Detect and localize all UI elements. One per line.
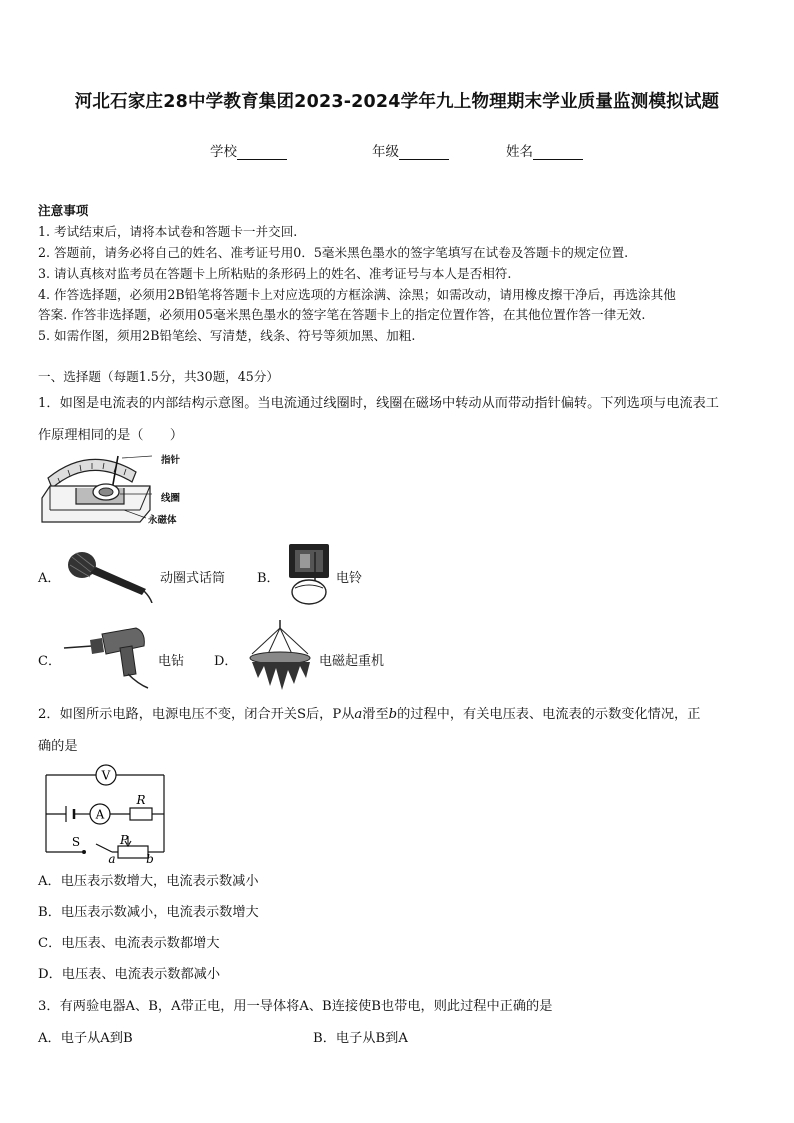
- note-item: 3. 请认真核对监考员在答题卡上所粘贴的条形码上的姓名、准考证号与本人是否相符.: [38, 266, 512, 281]
- school-field[interactable]: [210, 140, 287, 160]
- q3-option-a[interactable]: A．电子从A到B: [38, 1031, 133, 1046]
- page-title: 河北石家庄28中学教育集团2023-2024学年九上物理期末学业质量监测模拟试题: [74, 92, 720, 112]
- q2-stem-line2: 确的是: [38, 739, 78, 754]
- slider-label: P: [119, 833, 129, 847]
- q3-option-b[interactable]: B．电子从B到A: [313, 1031, 408, 1046]
- voltmeter-label: V: [101, 768, 111, 783]
- electric-drill-image: [62, 618, 154, 690]
- q2-stem-part3: 的过程中，有关电压表、电流表的示数变化情况，正: [397, 707, 701, 722]
- q2-stem-part1: 2．如图所示电路，电源电压不变，闭合开关S后，P从: [38, 707, 355, 722]
- q1-stem-line1: 1．如图是电流表的内部结构示意图。当电流通过线圈时，线圈在磁场中转动从而带动指针偏转。下列选项与电流表工: [38, 396, 719, 411]
- q2-stem-line1: [38, 707, 700, 723]
- name-field[interactable]: [506, 140, 583, 160]
- pointer-label: 指针: [161, 455, 181, 466]
- q2-stem-part2: 滑至: [362, 707, 389, 722]
- rheostat-symbol: [118, 846, 148, 858]
- note-item: 答案. 作答非选择题，必须用05毫米黑色墨水的签字笔在答题卡上的指定位置作答，在其他位置作答一律无效.: [38, 307, 646, 322]
- grade-blank[interactable]: [399, 145, 449, 160]
- school-blank[interactable]: [237, 145, 287, 160]
- section-heading: 一、选择题（每题1.5分，共30题，45分）: [38, 369, 279, 384]
- note-item: 1. 考试结束后，请将本试卷和答题卡一并交回.: [38, 224, 298, 239]
- school-label: 学校: [210, 144, 237, 160]
- q1-option-d-letter[interactable]: D．: [214, 654, 238, 669]
- coil-label: 线圈: [161, 493, 181, 504]
- q1-option-a-text[interactable]: 动圈式话筒: [160, 571, 226, 586]
- q1-option-d-text[interactable]: 电磁起重机: [319, 654, 385, 669]
- q2-option-b[interactable]: B．电压表示数减小，电流表示数增大: [38, 905, 259, 920]
- electric-bell-image: [285, 542, 335, 608]
- resistor-symbol: [130, 808, 152, 820]
- end-a-label: a: [108, 852, 116, 866]
- ammeter-structure-figure: [40, 448, 160, 530]
- q2-option-d[interactable]: D．电压表、电流表示数都减小: [38, 967, 221, 982]
- microphone-image: [60, 545, 155, 603]
- q1-option-b-text[interactable]: 电铃: [336, 571, 363, 586]
- q2-option-a[interactable]: A．电压表示数增大，电流表示数减小: [38, 874, 259, 889]
- end-b-label: b: [146, 852, 154, 866]
- name-blank[interactable]: [533, 145, 583, 160]
- q1-option-a-letter[interactable]: A．: [38, 571, 61, 586]
- q1-stem-line2: 作原理相同的是（ ）: [38, 428, 184, 443]
- grade-label: 年级: [372, 144, 399, 160]
- note-item: 4. 作答选择题，必须用2B铅笔将答题卡上对应选项的方框涂满、涂黑；如需改动，请用橡皮擦干净后，再选涂其他: [38, 287, 676, 302]
- note-item: 5. 如需作图，须用2B铅笔绘、写清楚，线条、符号等须加黑、加粗.: [38, 328, 416, 343]
- switch-symbol: [82, 850, 86, 854]
- magnet-label: 永磁体: [148, 515, 177, 526]
- q3-stem: 3．有两验电器A、B，A带正电，用一导体将A、B连接使B也带电，则此过程中正确的是: [38, 999, 553, 1014]
- q2-option-c[interactable]: C．电压表、电流表示数都增大: [38, 936, 220, 951]
- circuit-diagram: [40, 762, 170, 866]
- name-label: 姓名: [506, 144, 533, 160]
- electromagnetic-crane-image: [244, 618, 316, 696]
- note-item: 2. 答题前，请务必将自己的姓名、准考证号用0．5毫米黑色墨水的签字笔填写在试卷及答题卡的规定位置.: [38, 245, 629, 260]
- q1-option-c-text[interactable]: 电钻: [158, 654, 185, 669]
- switch-label: S: [71, 835, 81, 849]
- q2-var-a: a: [354, 707, 363, 722]
- notes-heading: 注意事项: [38, 203, 89, 218]
- q1-option-c-letter[interactable]: C．: [38, 654, 61, 669]
- q2-var-b: b: [388, 707, 398, 722]
- resistor-label: R: [136, 793, 146, 807]
- q1-option-b-letter[interactable]: B．: [257, 571, 280, 586]
- ammeter-label: A: [95, 807, 105, 822]
- grade-field[interactable]: [372, 140, 449, 160]
